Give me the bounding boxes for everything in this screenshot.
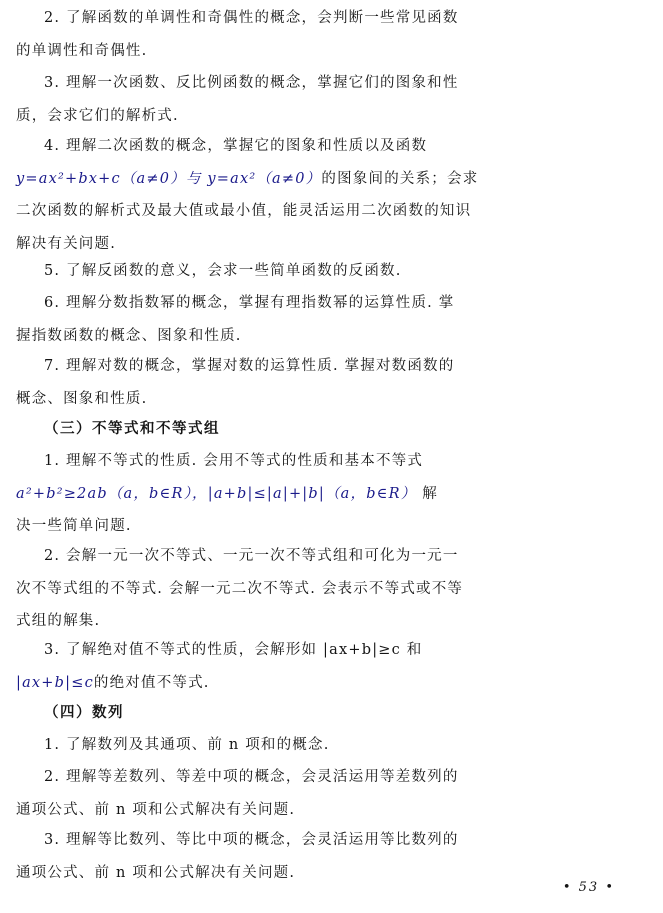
quadratic-formula: y=ax²+bx+c（a≠0）与 y=ax²（a≠0） (16, 170, 322, 187)
item-4-quadratic-functions (16, 130, 646, 260)
text-line-with-formula (16, 667, 646, 700)
item-6-exponents (16, 287, 646, 352)
item-5-inverse-functions (16, 255, 646, 288)
inequality-formula: a²+b²≥2ab（a，b∈R），|a+b|≤|a|+|b|（a，b∈R） (16, 485, 417, 502)
text-line: 5. 了解反函数的意义，会求一些简单函数的反函数. (44, 263, 402, 279)
text-line: 质，会求它们的解析式. (16, 107, 179, 124)
text-line: 4. 理解二次函数的概念，掌握它的图象和性质以及函数 (44, 138, 428, 154)
item-2-monotonicity (16, 2, 646, 67)
item-3-geometric-sequences (16, 824, 646, 889)
text-fragment: 的绝对值不等式. (93, 674, 210, 691)
item-7-logarithms (16, 350, 646, 415)
text-line: 二次函数的解析式及最大值或最小值，能灵活运用二次函数的知识 (16, 203, 472, 219)
text-line-with-formula (16, 478, 646, 511)
item-2-linear-inequalities (16, 540, 646, 638)
text-line: 1. 理解不等式的性质. 会用不等式的性质和基本不等式 (44, 453, 424, 469)
item-1-inequality-properties (16, 445, 646, 543)
text-line: 7. 理解对数的概念，掌握对数的运算性质. 掌握对数函数的 (44, 358, 455, 374)
item-3-linear-functions (16, 67, 646, 132)
text-line: 的单调性和奇偶性. (16, 42, 148, 59)
text-line: 决一些简单问题. (16, 518, 132, 534)
text-line: 通项公式、前 n 项和公式解决有关问题. (16, 864, 296, 881)
section-heading-sequences: （四）数列 (44, 704, 124, 721)
section-heading-inequalities: （三）不等式和不等式组 (44, 420, 220, 437)
item-2-arithmetic-sequences (16, 761, 646, 826)
text-fragment: 的图象间的关系；会求 (321, 170, 479, 187)
text-line-with-formula (16, 163, 646, 196)
text-line: 解决有关问题. (16, 235, 117, 252)
text-line: 握指数函数的概念、图象和性质. (16, 327, 242, 344)
text-line: 概念、图象和性质. (16, 390, 148, 407)
text-line: 1. 了解数列及其通项、前 n 项和的概念. (44, 737, 330, 753)
text-line: 3. 了解绝对值不等式的性质，会解形如 |ax+b|≥c 和 (44, 642, 423, 658)
text-fragment: 解 (422, 485, 438, 502)
item-1-sequences (16, 729, 646, 762)
absolute-value-formula: |ax+b|≤c (16, 674, 94, 691)
text-line: 2. 理解等差数列、等差中项的概念，会灵活运用等差数列的 (44, 769, 459, 785)
text-line: 6. 理解分数指数幂的概念，掌握有理指数幂的运算性质. 掌 (44, 295, 455, 311)
text-line: 式组的解集. (16, 613, 101, 629)
text-line: 通项公式、前 n 项和公式解决有关问题. (16, 801, 296, 818)
text-line: 次不等式组的不等式. 会解一元二次不等式. 会表示不等式或不等 (16, 580, 464, 597)
text-line: 3. 理解一次函数、反比例函数的概念，掌握它们的图象和性 (44, 75, 459, 91)
page-number: • 53 • (562, 880, 615, 895)
text-line: 2. 了解函数的单调性和奇偶性的概念，会判断一些常见函数 (44, 10, 459, 26)
item-3-absolute-value-inequalities (16, 634, 646, 699)
text-line: 2. 会解一元一次不等式、一元一次不等式组和可化为一元一 (44, 548, 459, 564)
text-line: 3. 理解等比数列、等比中项的概念，会灵活运用等比数列的 (44, 832, 459, 848)
